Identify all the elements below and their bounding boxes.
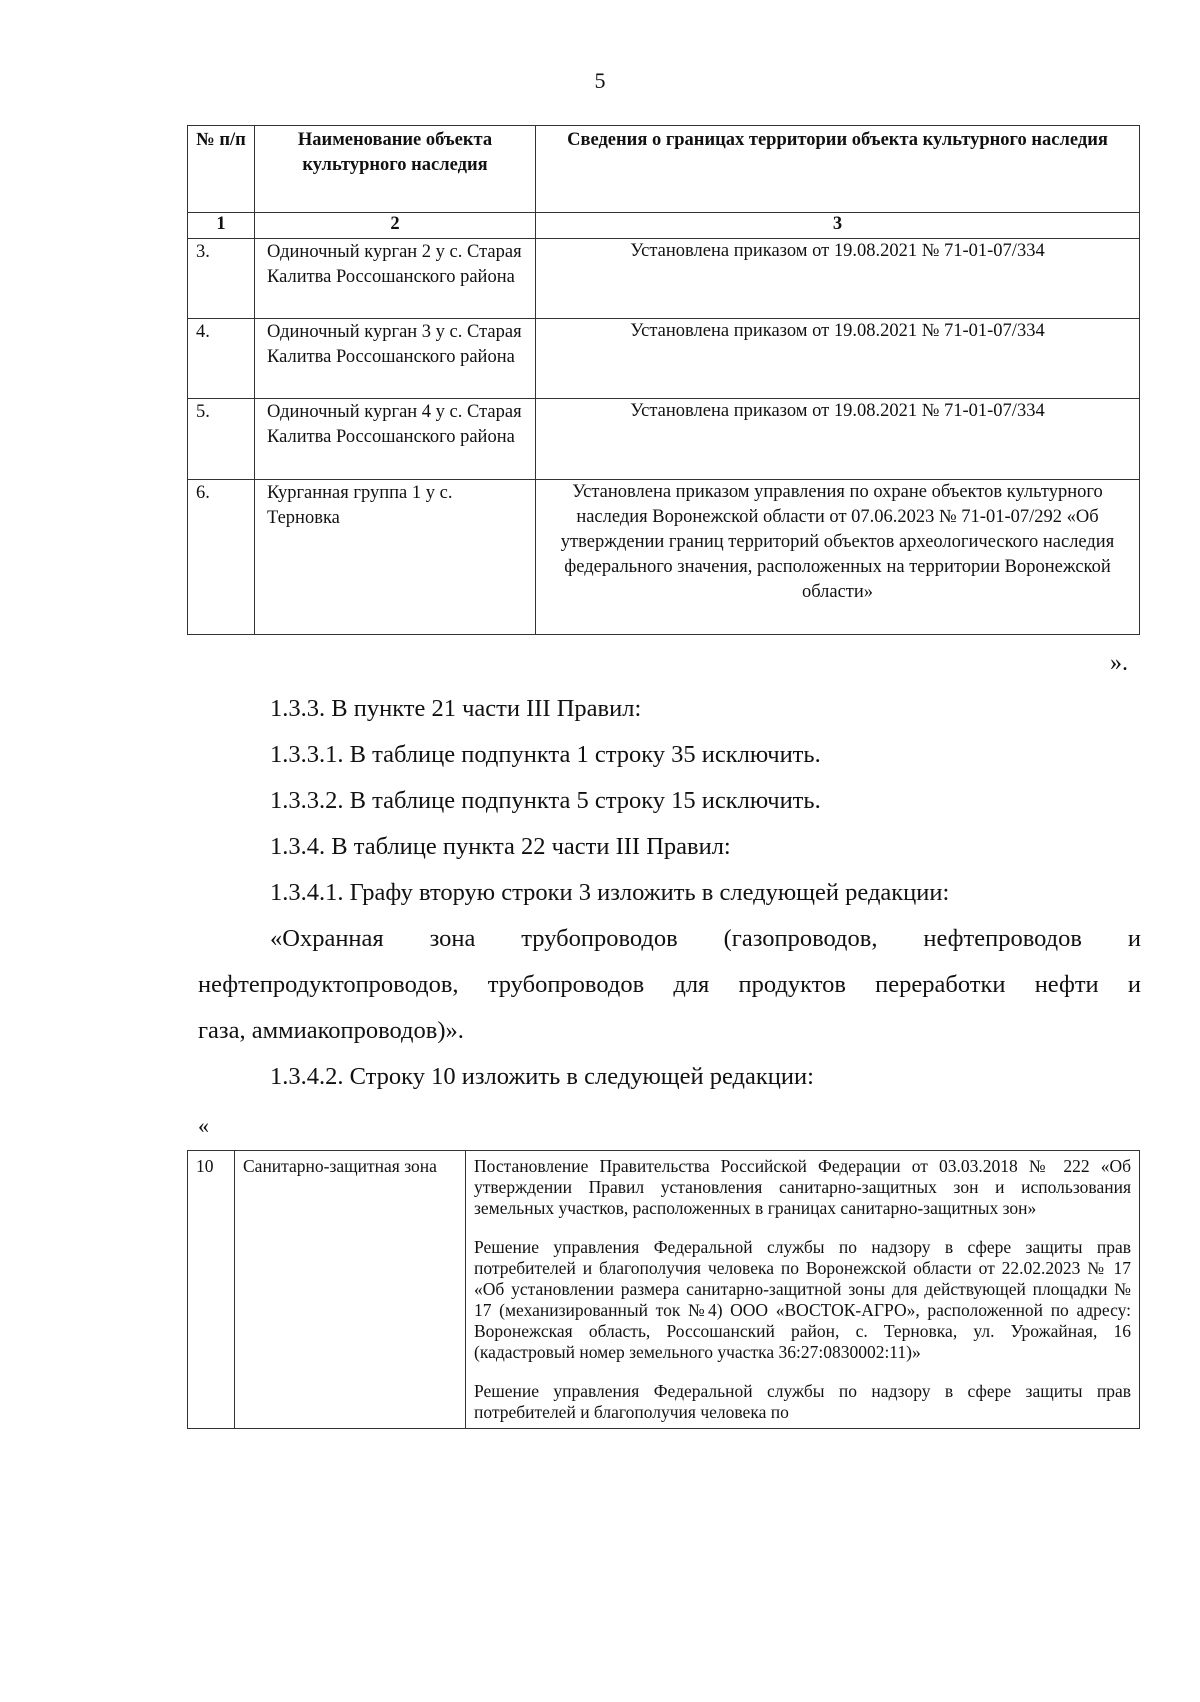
paragraph: 1.3.3. В пункте 21 части III Правил: — [270, 695, 642, 722]
document-text: Решение управления Федеральной службы по надзору в сфере защиты прав потребителей и благополучия человека по Воронежской области от 22.02.2023 № 17 «Об установлении размера санитарно-защитной зоны для действующей площадки № 17 (механизированный ток №4) ООО «ВОСТОК-АГРО», расположенной по адресу: Воронежская область, Россошанский район, с. Терновка, ул. Урожайная, 16 (кадастровый номер земельного участка 36:27:0830002:11)» — [474, 1237, 1131, 1362]
object-name: Одиночный курган 4 у с. Старая Калитва Россошанского района — [255, 399, 536, 480]
opening-quote: « — [198, 1113, 209, 1138]
paragraph: 1.3.3.1. В таблице подпункта 1 строку 35 исключить. — [270, 741, 821, 768]
document-text: Постановление Правительства Российской Федерации от 03.03.2018 № 222 «Об утверждении Правил установления санитарно-защитных зон и использования земельных участков, расположенных в границах санитарно-защитных зон» — [474, 1156, 1131, 1218]
paragraph: 1.3.4. В таблице пункта 22 части III Правил: — [270, 833, 731, 860]
boundary-info: Установлена приказом от 19.08.2021 № 71-01-07/334 — [536, 319, 1140, 399]
row-number: 3. — [188, 239, 255, 319]
object-name: Курганная группа 1 у с. Терновка — [255, 480, 536, 635]
boundary-info: Установлена приказом управления по охране объектов культурного наследия Воронежской области от 07.06.2023 № 71-01-07/292 «Об утверждении границ территорий объектов археологического наследия федерального значения, расположенных на территории Воронежской области» — [536, 480, 1140, 635]
table-row — [188, 480, 1140, 635]
object-name: Одиночный курган 3 у с. Старая Калитва Россошанского района — [255, 319, 536, 399]
table-row — [188, 319, 1140, 399]
paragraph: 1.3.4.1. Графу вторую строки 3 изложить в следующей редакции: — [270, 879, 950, 906]
column-index: 3 — [536, 213, 1140, 239]
paragraph: «Охранная зона трубопроводов (газопроводов, нефтепроводов и — [270, 925, 1141, 952]
paragraph: 1.3.3.2. В таблице подпункта 5 строку 15 исключить. — [270, 787, 821, 814]
row-number: 5. — [188, 399, 255, 480]
paragraph: нефтепродуктопроводов, трубопроводов для продуктов переработки нефти и — [198, 971, 1141, 998]
paragraph: газа, аммиакопроводов)». — [198, 1017, 464, 1044]
boundary-info: Установлена приказом от 19.08.2021 № 71-01-07/334 — [536, 399, 1140, 480]
zone-documents — [466, 1151, 1140, 1429]
column-index: 2 — [255, 213, 536, 239]
column-index: 1 — [188, 213, 255, 239]
row-number: 4. — [188, 319, 255, 399]
closing-quote: ». — [1110, 650, 1128, 676]
table-row — [188, 239, 1140, 319]
column-index-row — [188, 213, 1140, 239]
boundary-info: Установлена приказом от 19.08.2021 № 71-01-07/334 — [536, 239, 1140, 319]
header-object-name: Наименование объекта культурного наследия — [255, 126, 536, 213]
row-number: 6. — [188, 480, 255, 635]
header-boundary-info: Сведения о границах территории объекта культурного наследия — [536, 126, 1140, 213]
object-name: Одиночный курган 2 у с. Старая Калитва Россошанского района — [255, 239, 536, 319]
zone-table — [187, 1150, 1140, 1429]
table-row — [188, 1151, 1140, 1429]
table-row — [188, 399, 1140, 480]
paragraph: 1.3.4.2. Строку 10 изложить в следующей редакции: — [270, 1063, 814, 1090]
row-number: 10 — [188, 1151, 235, 1429]
zone-name: Санитарно-защитная зона — [235, 1151, 466, 1429]
page-number: 5 — [594, 68, 606, 93]
cultural-heritage-table — [187, 125, 1140, 635]
table-header-row — [188, 126, 1140, 213]
document-text: Решение управления Федеральной службы по надзору в сфере защиты прав потребителей и благополучия человека по — [474, 1381, 1131, 1422]
header-number: № п/п — [188, 126, 255, 213]
